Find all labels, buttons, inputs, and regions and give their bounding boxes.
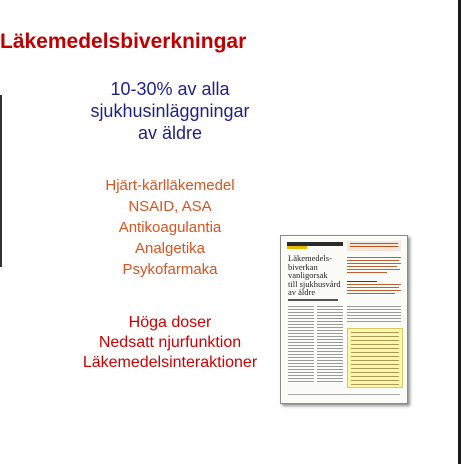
article-header-tag xyxy=(347,241,401,251)
statistic-line: 10-30% av alla xyxy=(110,79,230,99)
drug-class-item: Antikoagulantia xyxy=(118,219,222,236)
article-lead-text xyxy=(347,257,401,296)
article-byline xyxy=(288,299,338,301)
risk-factor-item: Nedsatt njurfunktion xyxy=(98,334,242,351)
drug-class-item: Analgetika xyxy=(134,240,206,257)
drug-class-item: Psykofarmaka xyxy=(122,261,218,278)
article-title xyxy=(288,254,348,297)
risk-factor-item: Läkemedelsinteraktioner xyxy=(82,354,258,371)
article-title-line: biverkan xyxy=(288,261,318,272)
slide-title: Läkemedelsbiverkningar xyxy=(0,30,247,53)
article-title-line: av äldre xyxy=(288,287,316,297)
risk-factor-item: Höga doser xyxy=(128,314,212,331)
article-title-line: vanligorsak xyxy=(288,270,328,280)
article-column xyxy=(317,306,343,386)
statistic-line: av äldre xyxy=(137,123,203,143)
article-header-accent xyxy=(287,246,307,249)
drug-class-item: Hjärt-kärlläkemedel xyxy=(105,177,235,194)
statistic-line: sjukhusinläggningar xyxy=(90,101,250,121)
article-footer-line xyxy=(288,394,400,395)
article-column xyxy=(288,306,314,386)
article-column xyxy=(347,306,401,326)
article-title-line: till sjukhusvård xyxy=(288,278,341,289)
statistic-block xyxy=(20,78,320,144)
article-thumbnail xyxy=(280,235,408,404)
article-title-line: Läkemedels- xyxy=(288,253,332,263)
article-highlight-box xyxy=(347,328,403,388)
slide-left-divider xyxy=(0,95,2,267)
risk-factors-list xyxy=(20,313,320,373)
drug-class-item: NSAID, ASA xyxy=(128,198,212,215)
drug-classes-list xyxy=(20,175,320,280)
